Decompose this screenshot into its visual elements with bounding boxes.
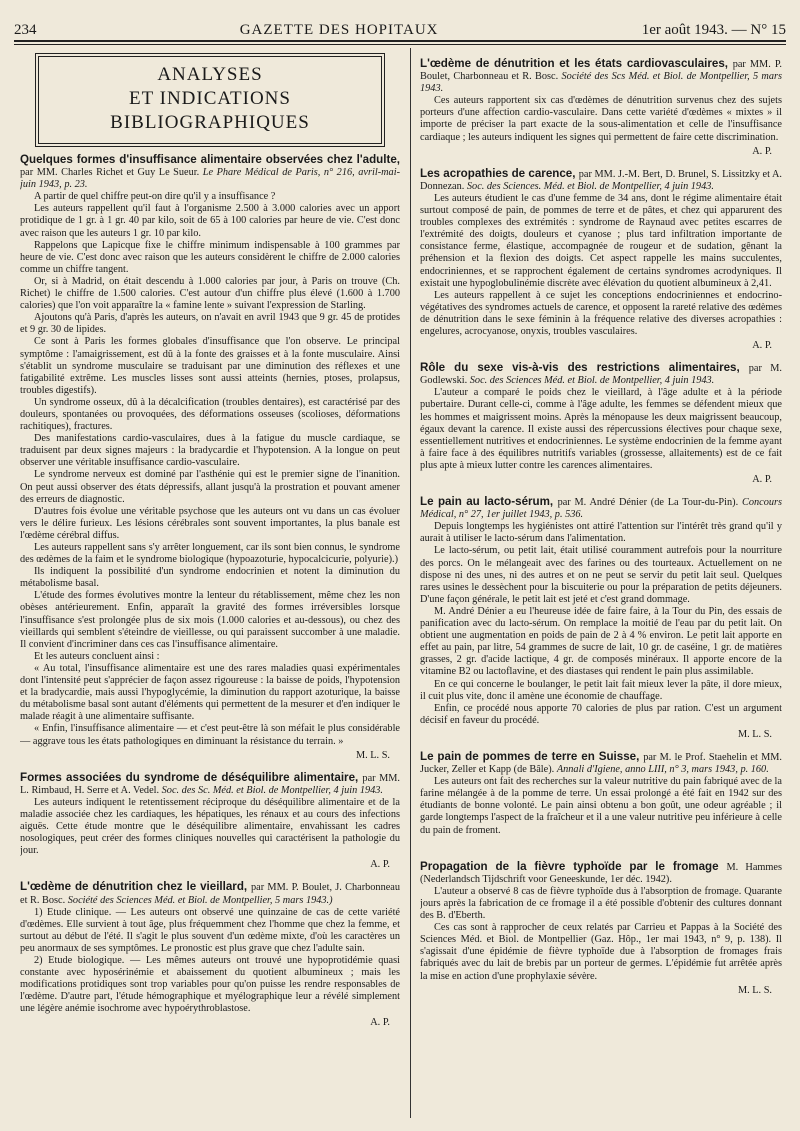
article (420, 861, 782, 997)
article-signature (420, 839, 772, 851)
column-divider (410, 48, 411, 1118)
article-source: Le Phare Médical de Paris, n° 216, avril-mai-juin 1943, p. 23. (20, 167, 400, 191)
article-source: Annali d'Igiene, anno LIII, n° 3, mars 1943, p. 160. (556, 764, 769, 776)
article-paragraph: Les auteurs rappellent à ce sujet les conceptions endocriniennes et endocrino-végétatives des syndromes actuels de carence, et opposent la rareté relative des œdèmes de dénutrition dans le sexe féminin à la fréquence relative des diverses acropathies : engelures, acrocyanose, onyxis, troubles vasculaires. (420, 289, 782, 337)
article-paragraph: A partir de quel chiffre peut-on dire qu'il y a insuffisance ? (34, 191, 276, 203)
article-title: L'œdème de dénutrition et les états cardiovasculaires, (420, 57, 733, 70)
article-paragraph: Les auteurs rappellent qu'il faut à l'organisme 2.500 à 3.000 calories avec un apport protidique de 1 gr. à 1 gr. 40 par kilo, soit de 65 à 100 calories par heure de vie. C'est donc avec raison que les auteurs 1 gr. 10 par kilo. (20, 203, 400, 239)
article-authors: M. Hammes (Nederlandsch Tijdschrift voor Geneeskunde, 1er déc. 1942). (420, 861, 782, 885)
article-heading (420, 168, 782, 193)
article-heading (20, 881, 400, 906)
article-paragraph: L'étude des formes évolutives montre la lenteur du rétablissement, même chez les non obèses antérieurement. Enfin, apparaît la gravité des formes irréversibles lorsque l'insuffisance s'est prolongée plus de six mois (1.000 calories et au-dessous), ou chez des vieillards qui semblent s'éteindre de vieillesse, ou qui paraissent succomber à une maladie. Il convient d'incriminer dans ces cas l'insuffisance alimentaire. (20, 590, 400, 650)
article-paragraph: Ces auteurs rapportent six cas d'œdèmes de dénutrition survenus chez des sujets porteurs d'une affection cardio-vasculaire. Dans cette variété d'œdèmes « mixtes » il importe de préciser la part exacte de la sous-alimentation et celle de l'insuffisance cardiaque ; les auteurs indiquent les signes qui permettent de faire cette discrimination. (420, 95, 782, 143)
article-authors: par MM. Charles Richet et Guy Le Sueur. (20, 167, 203, 179)
article-paragraph: Les auteurs indiquent le retentissement réciproque du déséquilibre alimentaire et de la maladie associée chez les cardiaques, les hépatiques, les rénaux et au cours des infections aiguës. Cette étude montre que le déséquilibre alimentaire, envahissant les cadres nosologiques, peut créer des formes cliniques nouvelles qui caractérisent la pathologie du jour. (20, 796, 400, 857)
article (420, 362, 782, 486)
article-signature: A. P. (752, 145, 772, 157)
article-paragraph: Depuis longtemps les hygiénistes ont attiré l'attention sur l'intérêt très grand qu'il y aurait à utiliser le lacto-sérum dans l'alimentation. (420, 521, 782, 545)
section-title-box (38, 56, 382, 144)
article-paragraph: Le lacto-sérum, ou petit lait, était utilisé couramment autrefois pour la nourriture des porcs. On le mélangeait avec des farines ou des tourteaux. Actuellement on ne dispose ni des unes, ni des autres et on ne peut se servir du petit lait seul. Quelques rares usines le dessèchent pour la biscuiterie ou pour la préparation de petits déjeuners. D'une façon générale, le petit lait est jeté et c'est grand dommage. (420, 545, 782, 605)
article-paragraph: Un syndrome osseux, dû à la décalcification (troubles dentaires), est caractérisé par des douleurs, spontanées ou provoquées, des déformations osseuses (scolioses, déformations rachitiques), fractures. (20, 396, 400, 433)
article-title: Rôle du sexe vis-à-vis des restrictions alimentaires, (420, 361, 749, 375)
article-source: Société des Sciences Méd. et Biol. de Montpellier, 5 mars 1943.) (67, 894, 333, 906)
header-rule-thin (14, 44, 786, 45)
left-column (20, 52, 400, 1122)
article-paragraph: Ce sont à Paris les formes globales d'insuffisance que l'on observe. Le principal symptôme : l'amaigrissement, est dû à la fonte des graisses et à la fonte musculaire. Ainsi s'établit un syndrome musculaire se traduisant par une diminution des réflexes et une fatigabilité extrême. Les muscles lisses sont aussi atteints (hernies, ptoses, prolapsus, troubles digestifs). (20, 336, 400, 396)
article-signature: A. P. (752, 474, 772, 485)
article-title: Les acropathies de carence, (420, 166, 579, 180)
article-paragraph: Ils indiquent la possibilité d'un syndrome endocrinien et notent la diminution du métabolisme basal. (20, 566, 400, 590)
article-authors: par M. Godlewski. (420, 363, 782, 387)
article-paragraph: Des manifestations cardio-vasculaires, dues à la fatigue du muscle cardiaque, se traduisent par deux signes majeurs : la bradycardie et l'hypotension. A la longue on peut observer une véritable insuffisance cardio-vasculaire. (20, 433, 400, 469)
article-signature: A. P. (752, 340, 772, 352)
article (420, 168, 782, 352)
article-authors: par MM. P. Boulet, Charbonneau et R. Bosc. (420, 59, 782, 83)
article (20, 154, 400, 762)
journal-title: GAZETTE DES HOPITAUX (239, 21, 439, 38)
article-signature: M. L. S. (355, 749, 390, 761)
article-title: Propagation de la fièvre typhoïde par le fromage (420, 859, 727, 873)
article-heading (420, 58, 782, 95)
article-paragraph: Or, si à Madrid, on était descendu à 1.000 calories par jour, à Paris on trouve (Ch. Richet) le chiffre de 1.500 calories. C'est autour d'un chiffre plus élevé (1.600 à 1.700 calories) que l'on voit apparaître la « famine lente » suivant l'expression de Starling. (20, 275, 400, 312)
article-source: Société des Scs Méd. et Biol. de Montpellier, 5 mars 1943. (420, 71, 782, 95)
article-paragraph: Les auteurs ont fait des recherches sur la valeur nutritive du pain fabriqué avec de la farine mélangée à de la pomme de terre. Un essai prolongé a été fait en 1942 sur des étudiants de bonne volonté. Le pain ainsi obtenu a bon goût, une odeur agréable ; il garde longtemps l'aspect de la fraîcheur et il a une valeur nutritive peu inférieure à celle du pain de froment. (420, 776, 782, 836)
article (20, 772, 400, 872)
article (20, 881, 400, 1029)
article-title: Quelques formes d'insuffisance alimentaire observées chez l'adulte, (20, 153, 400, 166)
header-rule (14, 40, 786, 42)
article-paragraph: Et les auteurs concluent ainsi : (34, 650, 160, 662)
article-title: L'œdème de dénutrition chez le vieillard, (20, 880, 252, 894)
article-signature: M. L. S. (737, 984, 772, 996)
article-title: Le pain au lacto-sérum, (420, 495, 558, 509)
article-paragraph: Enfin, ce procédé nous apporte 70 calories de plus par ration. C'est un argument décisif en faveur du procédé. (420, 702, 782, 726)
article-signature: M. L. S. (737, 728, 772, 740)
article-authors: par M. André Dénier (de La Tour-du-Pin). (557, 497, 742, 509)
article-paragraph: M. André Dénier a eu l'heureuse idée de faire faire, à la Tour du Pin, des essais de panification avec du lacto-sérum. On remplace la moitié de l'eau par du petit lait. On obtient une augmentation en poids de pain de 2 à 4 % environ. Le petit lait apporte en effet au pain, par litre, 54 grammes de sucre de lait, 10 gr. de caséine, 1 gr. de matières grasses, 2 gr. d'acide lactique, 4 gr. de composés minéraux. Il apporte encore de la vitamine B2 ou lactoflavine, et des diastases qui rendent le pain plus assimilable. (420, 605, 782, 678)
article-paragraph: « Enfin, l'insuffisance alimentaire — et c'est peut-être là son méfait le plus considérable — aggrave tous les états pathologiques en diminuant la résistance du terrain. » (20, 723, 400, 747)
article-paragraph: 2) Etude biologique. — Les mêmes auteurs ont trouvé une hypoprotidémie quasi constante avec hyposérinémie et abaissement du quotient albumineux ; mais les modifications protidiques sont trop variables pour qu'on puisse les rendre responsables de l'œdème. D'autre part, l'étude hémographique et myélographique leur a révélé simplement une légère anémie isochrome avec hypoérythroblastose. (20, 955, 400, 1015)
article-source: Soc. des Sciences. Méd. et Biol. de Montpellier, 4 juin 1943. (466, 180, 714, 192)
running-header (14, 20, 786, 40)
article-signature: A. P. (370, 859, 390, 871)
right-column (420, 52, 782, 1122)
article-title: Le pain de pommes de terre en Suisse, (420, 749, 644, 763)
issue-date: 1er août 1943. — N° 15 (641, 21, 786, 38)
article (420, 58, 782, 158)
section-title-line2: ET INDICATIONS BIBLIOGRAPHIQUES (110, 88, 310, 133)
article-title: Formes associées du syndrome de déséquilibre alimentaire, (20, 770, 363, 784)
article-authors: par MM. L. Rimbaud, H. Serre et A. Vedel. (20, 772, 400, 796)
article-source: Concours Médical, n° 27, 1er juillet 1943, p. 536. (420, 497, 782, 521)
article-source: Soc. des Sciences Méd. et Biol. de Montpellier, 4 juin 1943. (469, 375, 715, 387)
article-heading (420, 496, 782, 521)
article-paragraph: Les auteurs étudient le cas d'une femme de 34 ans, dont le régime alimentaire était surtout composé de pain, de pommes de terre et de pâtes, et chez qui apparurent des troubles complexes des extrémités : syndrome de Raynaud avec petites escarres de l'extrémité des doigts, douleurs et cyanose ; plus tard infiltration importante de consistance ferme, élastique, accompagnée de rougeur et de sudation, gênant la préhension et la flexion des doigts. Cet aspect rappelle les mains succulentes, endocriniennes, et se rapprochent également de certains syndromes acrodyniques. Il existait une hypoglobulinémie discrète avec élévation du quotient albumineux à 2,41. (420, 192, 782, 289)
article-authors: par M. le Prof. Staehelin et MM. Jucker, Zeller et Kapp (de Bâle). (420, 751, 782, 776)
article-paragraph: L'auteur a comparé le poids chez le vieillard, à l'âge adulte et à la période pubertaire. Durant celle-ci, comme à l'âge adulte, les femmes se défendent mieux que les hommes et maigrissent moins. Après la ménopause les deux maigrissent beaucoup, égaux devant la carence. Il existe aussi des répercussions électives pour chaque sexe, essentiellement nutritives et endocriniennes. Le système endocrinien de la femme ayant à faire face à des équilibres nutritifs variables (grossesse, allaitements) est de ce fait plus apte à mieux lutter contre les carences alimentaires. (420, 387, 782, 471)
article-paragraph: Ajoutons qu'à Paris, d'après les auteurs, on n'avait en avril 1943 que 9 gr. 45 de protides et 9 gr. 30 de lipides. (20, 312, 400, 336)
article-signature: A. P. (370, 1017, 390, 1029)
article-paragraph: Ces cas sont à rapprocher de ceux relatés par Carrieu et Pappas à la Société des Sciences Méd. et Biol. de Montpellier (Gaz. Hôp., 1er mai 1943, n° 9, p. 138). Il s'agissait d'une épidémie de fièvre typhoïde due à l'absorption de fromages frais fabriqués avec du lait de brebis par un porteur de germes. L'épidémie fut arrêtée après la mise en action d'une prophylaxie sévère. (420, 922, 782, 982)
article (420, 496, 782, 741)
article-authors: par MM. J.-M. Bert, D. Brunel, S. Lissitzky et A. Donnezan. (420, 168, 782, 192)
article-paragraph: 1) Etude clinique. — Les auteurs ont observé une quinzaine de cas de cette variété d'œdèmes. Elle survient à tout âge, plus fréquemment chez l'homme que chez la femme, et surtout au début de l'été. Il s'agit le plus souvent d'un œdème mixte, d'où les caractères un peu anormaux de ses symptômes. Le pronostic est plus grave que chez l'adulte sain. (20, 906, 400, 954)
article-heading (420, 362, 782, 387)
article-heading (420, 751, 782, 776)
section-title-line1: ANALYSES (157, 64, 263, 85)
article-paragraph: Le syndrome nerveux est dominé par l'asthénie qui est le premier signe de l'inanition. On peut aussi observer des états dépressifs, allant jusqu'à la prostration et pouvant amener des erreurs de diagnostic. (20, 469, 400, 505)
article-heading (20, 154, 400, 191)
article-authors: par MM. P. Boulet, J. Charbonneau et R. Bosc. (20, 882, 400, 906)
article-paragraph: D'autres fois évolue une véritable psychose que les auteurs ont vu dans un cas évoluer vers le délire furieux. Les lésions cérébrales sont souvent importantes, la plus banale est l'œdème cérébral diffus. (20, 505, 400, 541)
article-heading (20, 772, 400, 797)
article-source: Soc. des Sc. Méd. et Biol. de Montpellier, 4 juin 1943. (161, 784, 383, 796)
page-number: 234 (14, 21, 37, 38)
article-paragraph: En ce qui concerne le boulanger, le petit lait fait mieux lever la pâte, il dore mieux, il cuit plus vite, donc il amène une économie de chauffage. (420, 678, 782, 702)
article-paragraph: L'auteur a observé 8 cas de fièvre typhoïde dus à l'absorption de fromage. Quarante jours après la fabrication de ce fromage il a été possible d'obtenir des cultures donnant des B. d'Eberth. (420, 885, 782, 922)
article-paragraph: Rappelons que Lapicque fixe le chiffre minimum indispensable à 100 grammes par heure de vie. C'est donc avec raison que les auteurs considèrent le chiffre de 2.000 calories comme un chiffre tangent. (20, 239, 400, 275)
article-paragraph: « Au total, l'insuffisance alimentaire est une des rares maladies quasi expérimentales dont l'intensité peut s'apprécier de façon assez rigoureuse : la baisse de poids, l'hypotension et la bradycardie, mais aussi l'hypoglycémie, la diminution du rapport azoturique, la baisse du métabolisme basal sont autant d'éléments qui permettent de la mesurer et d'en indiquer le malade réagit à une alimentaire suffisante. (20, 662, 400, 723)
article-heading (420, 861, 782, 886)
article (420, 751, 782, 851)
article-paragraph: Les auteurs rappellent sans s'y arrêter longuement, car ils sont bien connus, le syndrome des œdèmes de la faim et le syndrome biologique (hypoazoturie, hypocalcicurie, polyurie).) (20, 542, 400, 566)
